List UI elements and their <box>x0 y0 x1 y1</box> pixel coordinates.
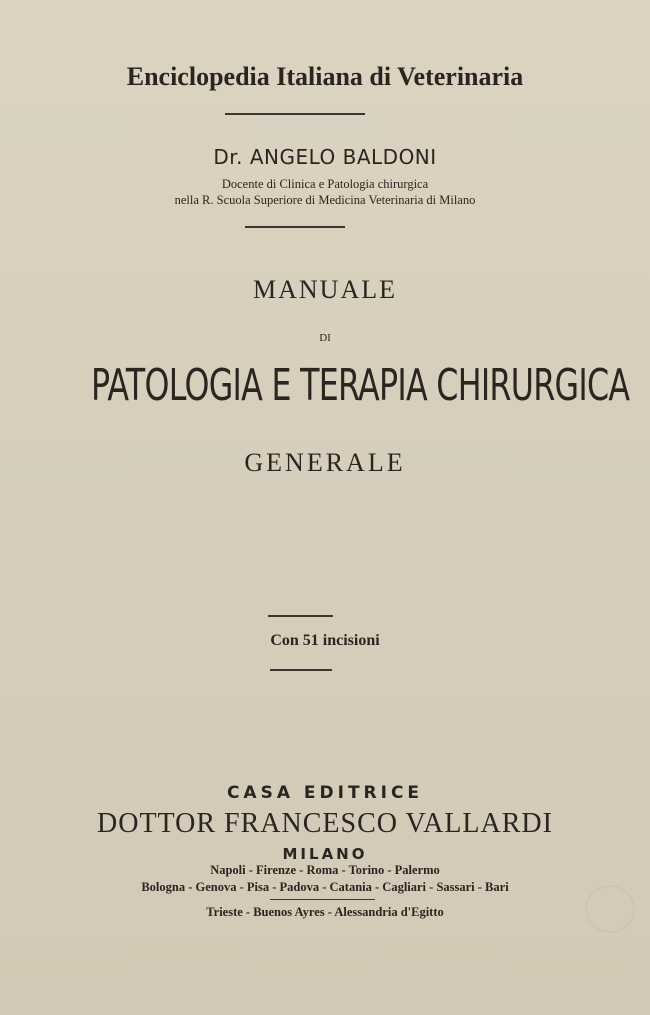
title-connector: DI <box>319 332 331 344</box>
divider-4 <box>270 669 332 671</box>
publisher-city: MILANO <box>282 845 368 863</box>
divider-3 <box>268 615 333 617</box>
branch-cities-line-3: Trieste - Buenos Ayres - Alessandria d'Egitto <box>206 905 444 919</box>
main-title: PATOLOGIA E TERAPIA CHIRURGICA <box>90 360 630 411</box>
branch-cities-line-2: Bologna - Genova - Pisa - Padova - Catania - Cagliari - Sassari - Bari <box>141 880 509 894</box>
title-sub: GENERALE <box>244 448 406 477</box>
illustrations-note: Con 51 incisioni <box>270 632 380 649</box>
author-affiliation-line-1: Docente di Clinica e Patologia chirurgica <box>221 177 429 191</box>
author-affiliation-line-2: nella R. Scuola Superiore di Medicina Veterinaria di Milano <box>174 193 476 207</box>
library-stamp-icon <box>585 885 635 933</box>
publisher-label: CASA EDITRICE <box>226 783 424 803</box>
divider-1 <box>225 113 365 115</box>
author-name: Dr. ANGELO BALDONI <box>213 145 437 169</box>
divider-2 <box>245 226 345 228</box>
title-pre: MANUALE <box>253 275 397 304</box>
publisher-name: DOTTOR FRANCESCO VALLARDI <box>97 808 553 839</box>
divider-5 <box>270 899 375 900</box>
branch-cities-line-1: Napoli - Firenze - Roma - Torino - Palermo <box>210 863 440 877</box>
series-title: Enciclopedia Italiana di Veterinaria <box>126 62 524 91</box>
